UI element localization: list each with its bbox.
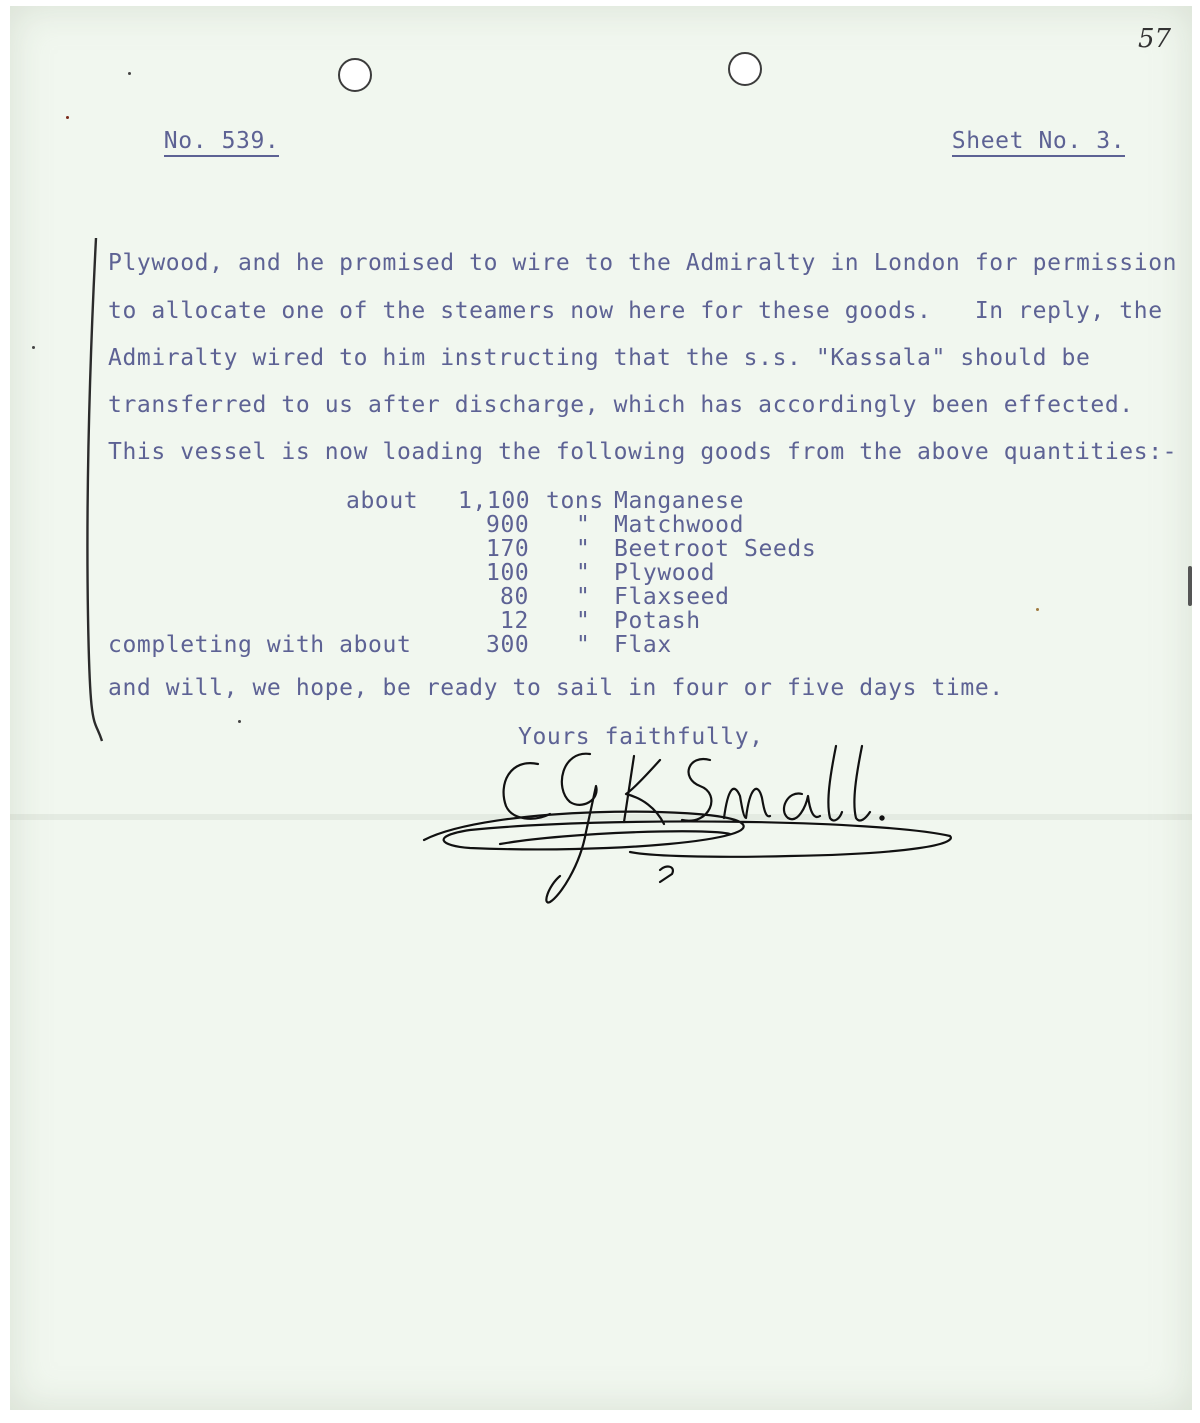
paper-speck — [66, 116, 69, 119]
goods-quantity: 300 — [486, 632, 530, 658]
goods-row — [10, 488, 1190, 512]
body-line: This vessel is now loading the following goods from the above quantities:- — [108, 439, 1178, 465]
sheet-label-text: Sheet No. 3. — [952, 128, 1125, 157]
goods-unit: " — [576, 584, 591, 610]
goods-quantity: 900 — [486, 512, 530, 538]
header-ref-number — [106, 102, 279, 180]
goods-unit: " — [576, 560, 591, 586]
body-line: Plywood, and he promised to wire to the Admiralty in London for permission — [108, 250, 1178, 276]
closing-line: and will, we hope, be ready to sail in four or five days time. — [108, 675, 1004, 701]
ref-number-text: No. 539. — [164, 128, 280, 157]
goods-item: Potash — [614, 608, 701, 634]
goods-unit: tons — [546, 488, 604, 514]
goods-quantity: 1,100 — [458, 488, 531, 514]
punch-hole-left — [338, 58, 372, 92]
page-number: 57 — [1138, 24, 1172, 54]
goods-prefix: about — [346, 488, 419, 514]
paper-speck — [1188, 566, 1192, 606]
header-sheet-label — [894, 102, 1125, 180]
goods-unit: " — [576, 608, 591, 634]
body-line: transferred to us after discharge, which has accordingly been effected. — [108, 392, 1134, 418]
goods-quantity: 170 — [486, 536, 530, 562]
goods-quantity: 12 — [500, 608, 529, 634]
paper-speck — [1036, 608, 1039, 611]
goods-item: Plywood — [614, 560, 716, 586]
goods-item: Flax — [614, 632, 672, 658]
punch-hole-right — [728, 52, 762, 86]
goods-prefix: completing with about — [108, 632, 412, 658]
goods-item: Flaxseed — [614, 584, 730, 610]
body-line: to allocate one of the steamers now here for these goods. In reply, the — [108, 298, 1163, 324]
goods-item: Manganese — [614, 488, 745, 514]
goods-unit: " — [576, 512, 591, 538]
paper-speck — [238, 720, 241, 723]
goods-quantity: 100 — [486, 560, 530, 586]
goods-row — [10, 608, 1190, 632]
goods-row — [10, 512, 1190, 536]
salutation: Yours faithfully, — [518, 724, 764, 750]
goods-item: Beetroot Seeds — [614, 536, 817, 562]
paper-speck — [32, 346, 35, 349]
goods-unit: " — [576, 632, 591, 658]
paper-speck — [128, 72, 131, 75]
body-line: Admiralty wired to him instructing that the s.s. "Kassala" should be — [108, 345, 1091, 371]
goods-quantity: 80 — [500, 584, 529, 610]
goods-row — [10, 584, 1190, 608]
goods-unit: " — [576, 536, 591, 562]
goods-row — [10, 560, 1190, 584]
goods-row — [10, 536, 1190, 560]
goods-item: Matchwood — [614, 512, 745, 538]
goods-row — [10, 632, 1190, 656]
document-page — [10, 6, 1192, 1410]
signature — [410, 736, 970, 916]
